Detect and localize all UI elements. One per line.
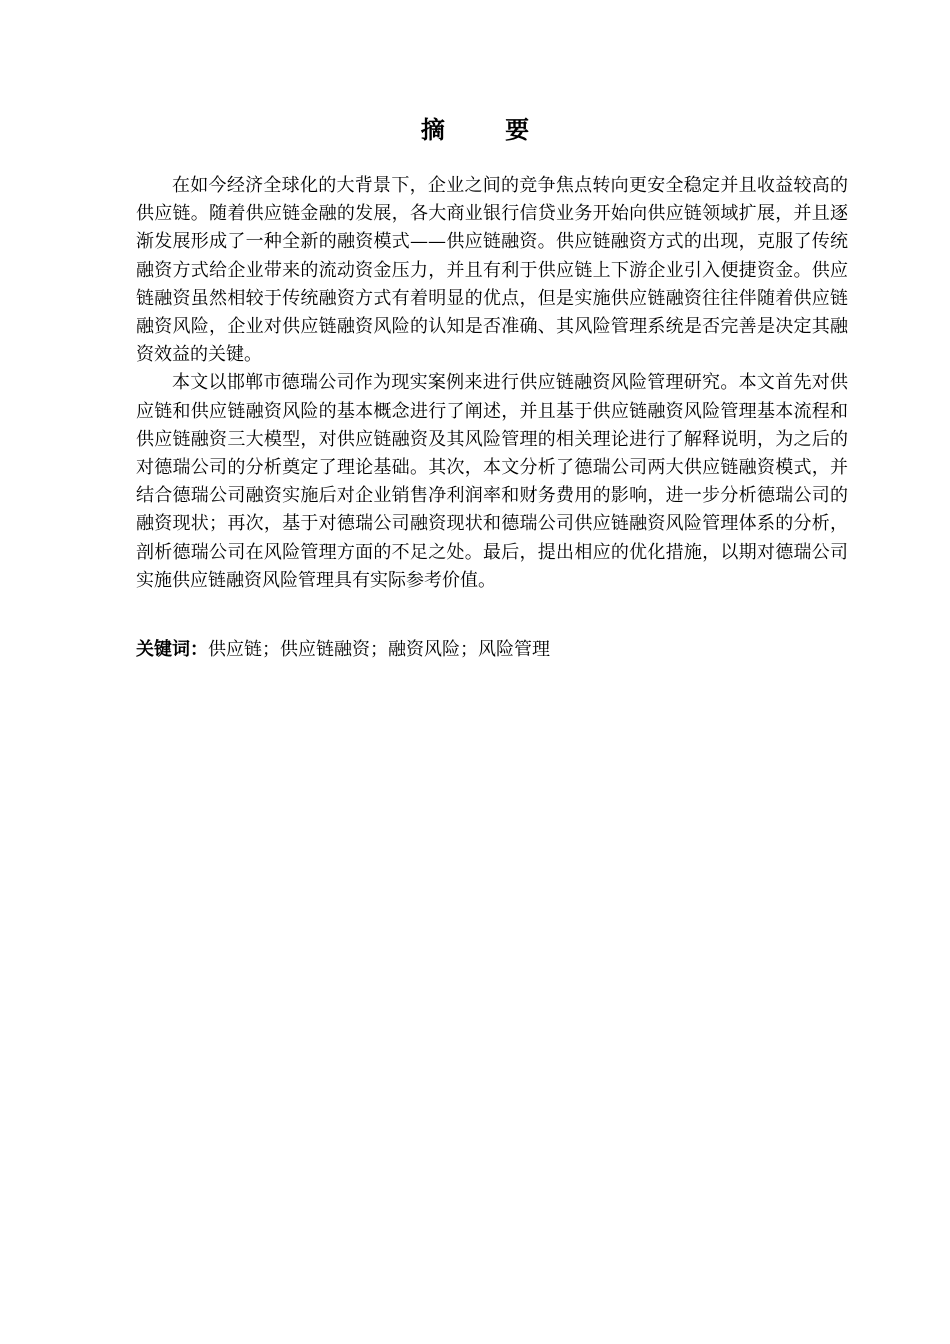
- keywords-label: 关键词：: [136, 639, 208, 660]
- abstract-body: [136, 172, 848, 595]
- abstract-title: 摘 要: [420, 116, 556, 144]
- abstract-paragraph-1: 在如今经济全球化的大背景下，企业之间的竞争焦点转向更安全稳定并且收益较高的供应链。随着供应链金融的发展，各大商业银行信贷业务开始向供应链领域扩展，并且逐渐发展形成了一种全新的融资模式——供应链融资。供应链融资方式的出现，克服了传统融资方式给企业带来的流动资金压力，并且有利于供应链上下游企业引入便捷资金。供应链融资虽然相较于传统融资方式有着明显的优点，但是实施供应链融资往往伴随着供应链融资风险，企业对供应链融资风险的认知是否准确、其风险管理系统是否完善是决定其融资效益的关键。: [136, 175, 848, 366]
- abstract-paragraph-2: 本文以邯郸市德瑞公司作为现实案例来进行供应链融资风险管理研究。本文首先对供应链和供应链融资风险的基本概念进行了阐述，并且基于供应链融资风险管理基本流程和供应链融资三大模型，对供应链融资及其风险管理的相关理论进行了解释说明，为之后的对德瑞公司的分析奠定了理论基础。其次，本文分析了德瑞公司两大供应链融资模式，并结合德瑞公司融资实施后对企业销售净利润率和财务费用的影响，进一步分析德瑞公司的融资现状；再次，基于对德瑞公司融资现状和德瑞公司供应链融资风险管理体系的分析，剖析德瑞公司在风险管理方面的不足之处。最后，提出相应的优化措施，以期对德瑞公司实施供应链融资风险管理具有实际参考价值。: [136, 372, 848, 591]
- keywords-line: [136, 636, 848, 664]
- keywords-text: 供应链；供应链融资；融资风险；风险管理: [208, 639, 550, 660]
